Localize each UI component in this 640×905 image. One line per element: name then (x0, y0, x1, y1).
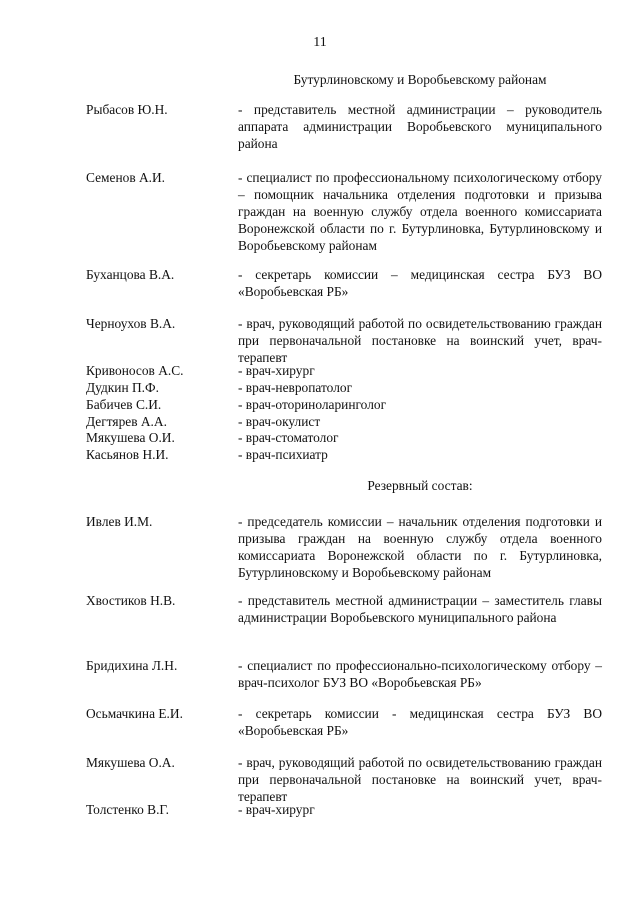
member-name: Буханцова В.А. (86, 267, 175, 282)
member-role: - представитель местной администрации – заместитель главы администрации Воробьевского муниципального района (238, 593, 602, 625)
member-role: - врач-невропатолог (238, 380, 353, 395)
page-number: 11 (313, 35, 327, 50)
member-name: Кривоносов А.С. (86, 363, 184, 378)
member-role: - врач-оториноларинголог (238, 397, 387, 412)
member-name: Бридихина Л.Н. (86, 658, 178, 673)
member-name: Мякушева О.И. (86, 430, 175, 445)
member-role: - секретарь комиссии - медицинская сестра БУЗ ВО «Воробьевская РБ» (238, 706, 602, 738)
member-name: Дудкин П.Ф. (86, 380, 159, 395)
member-role: - секретарь комиссии – медицинская сестра БУЗ ВО «Воробьевская РБ» (238, 267, 602, 299)
member-name: Осьмачкина Е.И. (86, 706, 183, 721)
member-role: - врач-окулист (238, 414, 321, 429)
member-role: - врач, руководящий работой по освидетельствованию граждан при первоначальной постановке на воинский учет, врач-терапевт (238, 316, 602, 365)
member-name: Мякушева О.А. (86, 755, 175, 770)
member-name: Черноухов В.А. (86, 316, 176, 331)
member-role: - специалист по профессиональному психологическому отбору – помощник начальника отделения подготовки и призыва граждан на военную службу отдела военного комиссариата Воронежской области по г. Бутурлиновка, Бутурлиновскому и Воробьевскому районам (238, 170, 602, 253)
member-role: - врач-психиатр (238, 447, 328, 462)
continuation-line: Бутурлиновскому и Воробьевскому районам (293, 72, 547, 87)
member-name: Ивлев И.М. (86, 514, 153, 529)
member-role: - врач, руководящий работой по освидетельствованию граждан при первоначальной постановке на воинский учет, врач-терапевт (238, 755, 602, 804)
reserve-heading: Резервный состав: (367, 478, 473, 493)
member-role: - председатель комиссии – начальник отделения подготовки и призыва граждан на военную службу отдела военного комиссариата Воронежской области по г. Бутурлиновка, Бутурлиновскому и Воробьевскому районам (238, 514, 602, 580)
member-name: Семенов А.И. (86, 170, 166, 185)
member-role: - представитель местной администрации – руководитель аппарата администрации Воробьевского муниципального района (238, 102, 602, 151)
member-name: Рыбасов Ю.Н. (86, 102, 168, 117)
member-name: Дегтярев А.А. (86, 414, 167, 429)
member-role: - врач-стоматолог (238, 430, 339, 445)
member-role: - врач-хирург (238, 363, 315, 378)
member-name: Бабичев С.И. (86, 397, 162, 412)
member-role: - специалист по профессионально-психологическому отбору – врач-психолог БУЗ ВО «Воробьевская РБ» (238, 658, 602, 690)
member-role: - врач-хирург (238, 802, 315, 817)
member-name: Толстенко В.Г. (86, 802, 170, 817)
member-name: Хвостиков Н.В. (86, 593, 176, 608)
member-name: Касьянов Н.И. (86, 447, 169, 462)
